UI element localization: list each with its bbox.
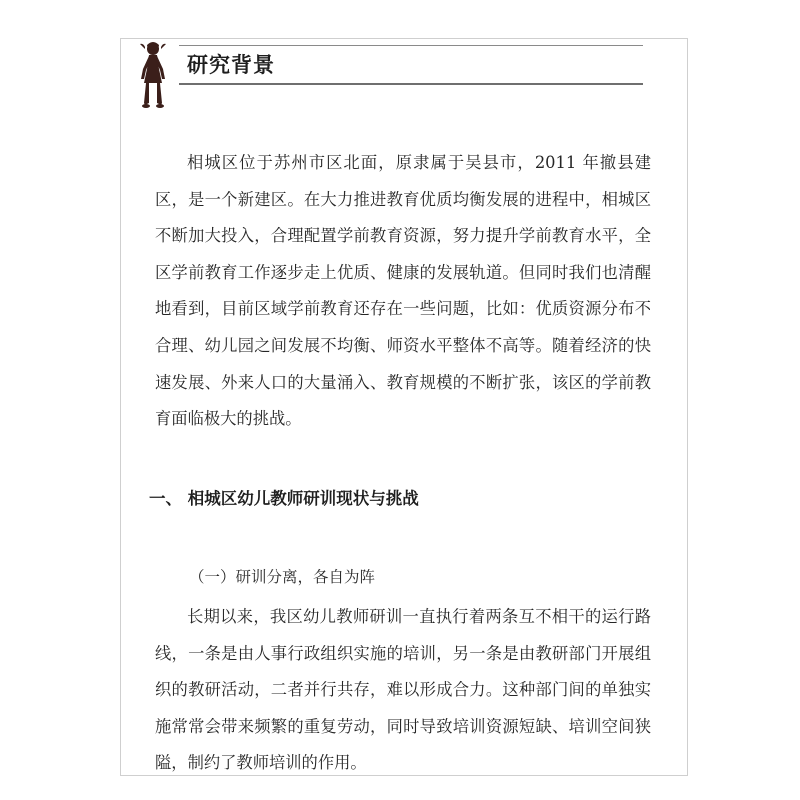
header-rule-bottom xyxy=(179,83,643,85)
body-paragraph: 长期以来，我区幼儿教师研训一直执行着两条互不相干的运行路线，一条是由人事行政组织实施的培训，另一条是由教研部门开展组织的教研活动，二者并行共存，难以形成合力。这种部门间的单独实施常常会带来频繁的重复劳动，同时导致培训资源短缺、培训空间狭隘，制约了教师培训的作用。 xyxy=(155,607,651,773)
section-heading: 一、 相城区幼儿教师研训现状与挑战 xyxy=(149,489,419,508)
book-page xyxy=(120,38,688,776)
header-rule-top xyxy=(179,45,643,46)
background-paragraph: 相城区位于苏州市区北面，原隶属于吴县市，2011 年撤县建区，是一个新建区。在大力推进教育优质均衡发展的进程中，相城区不断加大投入，合理配置学前教育资源，努力提升学前教育水平，全区学前教育工作逐步走上优质、健康的发展轨道。但同时我们也清醒地看到，目前区域学前教育还存在一些问题，比如：优质资源分布不合理、幼儿园之间发展不均衡、师资水平整体不高等。随着经济的快速发展、外来人口的大量涌入、教育规模的不断扩张，该区的学前教育面临极大的挑战。 xyxy=(155,153,651,429)
section-title: 研究背景 xyxy=(187,53,275,77)
girl-silhouette-icon xyxy=(131,39,175,111)
subsection-heading: （一）研训分离，各自为阵 xyxy=(189,568,376,586)
